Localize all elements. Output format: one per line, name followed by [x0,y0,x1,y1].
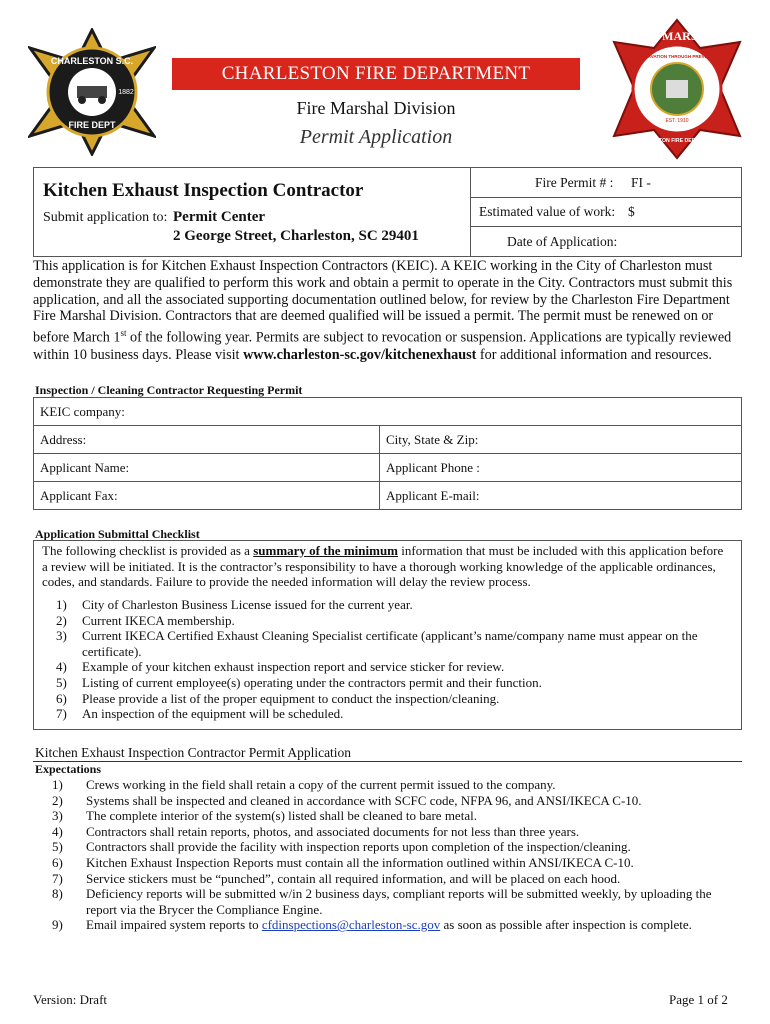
list-item: 9) Email impaired system reports to cfdinspections@charleston-sc.gov as soon as possible after inspection is complete. [52,917,692,933]
list-item: 6) Kitchen Exhaust Inspection Reports must contain all the information outlined within ANSI/IKECA C-10. [52,854,634,870]
permit-info-box [33,167,742,257]
list-item: 2) Current IKECA membership. [56,612,235,628]
list-item: 2) Systems shall be inspected and cleaned in accordance with SCFC code, NFPA 96, and ANSI/IKECA C-10. [52,792,642,808]
badge-bottom-text: FIRE DEPT [68,120,116,130]
form-title: Kitchen Exhaust Inspection Contractor [43,180,364,201]
list-item: 3) The complete interior of the system(s) listed shall be cleaned to bare metal. [52,808,477,824]
applicant-phone-field[interactable]: Applicant Phone : [380,454,742,482]
seal-ring-text: PRESERVATION THROUGH PREVENTION [632,54,722,59]
fire-permit-field[interactable]: FI - [631,175,651,190]
keic-company-field[interactable]: KEIC company: [34,398,742,426]
applicant-email-field[interactable]: Applicant E-mail: [380,482,742,510]
date-of-application-field[interactable] [624,228,734,254]
seal-est-text: EST. 1910 [665,118,689,124]
applicant-name-field[interactable]: Applicant Name: [34,454,380,482]
seal-top-text: FIRE MARSHAL [630,29,724,43]
fire-department-badge-logo [28,28,156,156]
kitchen-exhaust-link[interactable]: www.charleston-sc.gov/kitchenexhaust [243,346,477,363]
badge-top-text: CHARLESTON S.C. [50,56,134,66]
intro-paragraph: This application is for Kitchen Exhaust Inspection Contractors (KEIC). A KEIC working in the City of Charleston must demonstrate they are qualified to perform this work and obtain a permit to operate in the City. Contractors must submit this application, and all the associated supporting documentation outlined below, for review by the Charleston Fire Department Fire Marshal Division. Contractors that are deemed qualified will be issued a permit. The permit must be renewed on or before March 1st of the following year. Permits are subject to revocation or suspension. Applications are typically reviewed within 10 business days. Please visit www.charleston-sc.gov/kitchenexhaust for additional information and resources. [33,258,733,363]
estimated-value-field[interactable]: $ [628,204,635,219]
list-item: 6) Please provide a list of the proper equipment to conduct the inspection/cleaning. [56,690,500,706]
expectations-section-label: Expectations [35,762,101,776]
division-title: Fire Marshal Division [296,98,456,118]
list-item: 5) Listing of current employee(s) operating under the contractors permit and their function. [56,674,542,690]
city-state-zip-field[interactable]: City, State & Zip: [380,426,742,454]
list-item: 4) Example of your kitchen exhaust inspection report and service sticker for review. [56,659,505,675]
list-item: 7) An inspection of the equipment will be scheduled. [56,706,344,722]
checklist-box [33,540,742,730]
list-item: 4) Contractors shall retain reports, photos, and associated documents for not less than three years. [52,823,580,839]
applicant-fax-field[interactable]: Applicant Fax: [34,482,380,510]
address-field[interactable]: Address: [34,426,380,454]
checklist-items [56,597,736,722]
expectations-items [52,777,742,933]
contractor-section-label: Inspection / Cleaning Contractor Requesting Permit [35,383,303,397]
list-item: 5) Contractors shall provide the facility with inspection reports upon completion of the inspection/cleaning. [52,839,631,855]
estimated-value-label: Estimated value of work: [479,204,616,219]
page-number: Page 1 of 2 [669,992,728,1007]
list-item: 8) Deficiency reports will be submitted w/in 2 business days, compliant reports will be submitted weekly, by uploading the report via the Brycer the Compliance Engine. [52,886,712,917]
fire-permit-label: Fire Permit # : [535,175,614,190]
checklist-intro: The following checklist is provided as a summary of the minimum information that must be included with this application before a review will be initiated. It is the contractor’s responsibility to have a thorough working knowledge of the applicable ordinances, codes, and standards. Failure to provide the needed information will delay the review process. [42,543,724,590]
list-item: 1) City of Charleston Business License issued for the current year. [56,597,413,612]
checklist-section-label: Application Submittal Checklist [35,527,200,541]
submit-application-label: Submit application to: [43,210,168,225]
inspections-email-link[interactable]: cfdinspections@charleston-sc.gov [261,917,441,933]
expectations-heading: Kitchen Exhaust Inspection Contractor Permit Application [35,745,352,760]
department-banner: CHARLESTON FIRE DEPARTMENT [172,58,580,90]
contractor-info-table [33,397,742,510]
version-label: Version: Draft [33,992,108,1007]
list-item: 1) Crews working in the field shall retain a copy of the current permit issued to the company. [52,777,556,792]
seal-bottom-text: CHARLESTON FIRE DEPARTMENT [633,138,721,144]
permit-center-name: Permit Center [173,209,266,225]
list-item: 3) Current IKECA Certified Exhaust Cleaning Specialist certificate (applicant’s name/company name must appear on the certificate). [56,628,698,659]
fire-marshal-seal-logo [612,18,742,160]
list-item: 7) Service stickers must be “punched”, contain all required information, and will be placed on each hood. [52,870,621,886]
badge-year: 1882 [118,89,134,96]
permit-application-subtitle: Permit Application [299,126,453,148]
date-of-application-label: Date of Application: [507,234,618,249]
permit-center-address: 2 George Street, Charleston, SC 29401 [173,228,419,244]
